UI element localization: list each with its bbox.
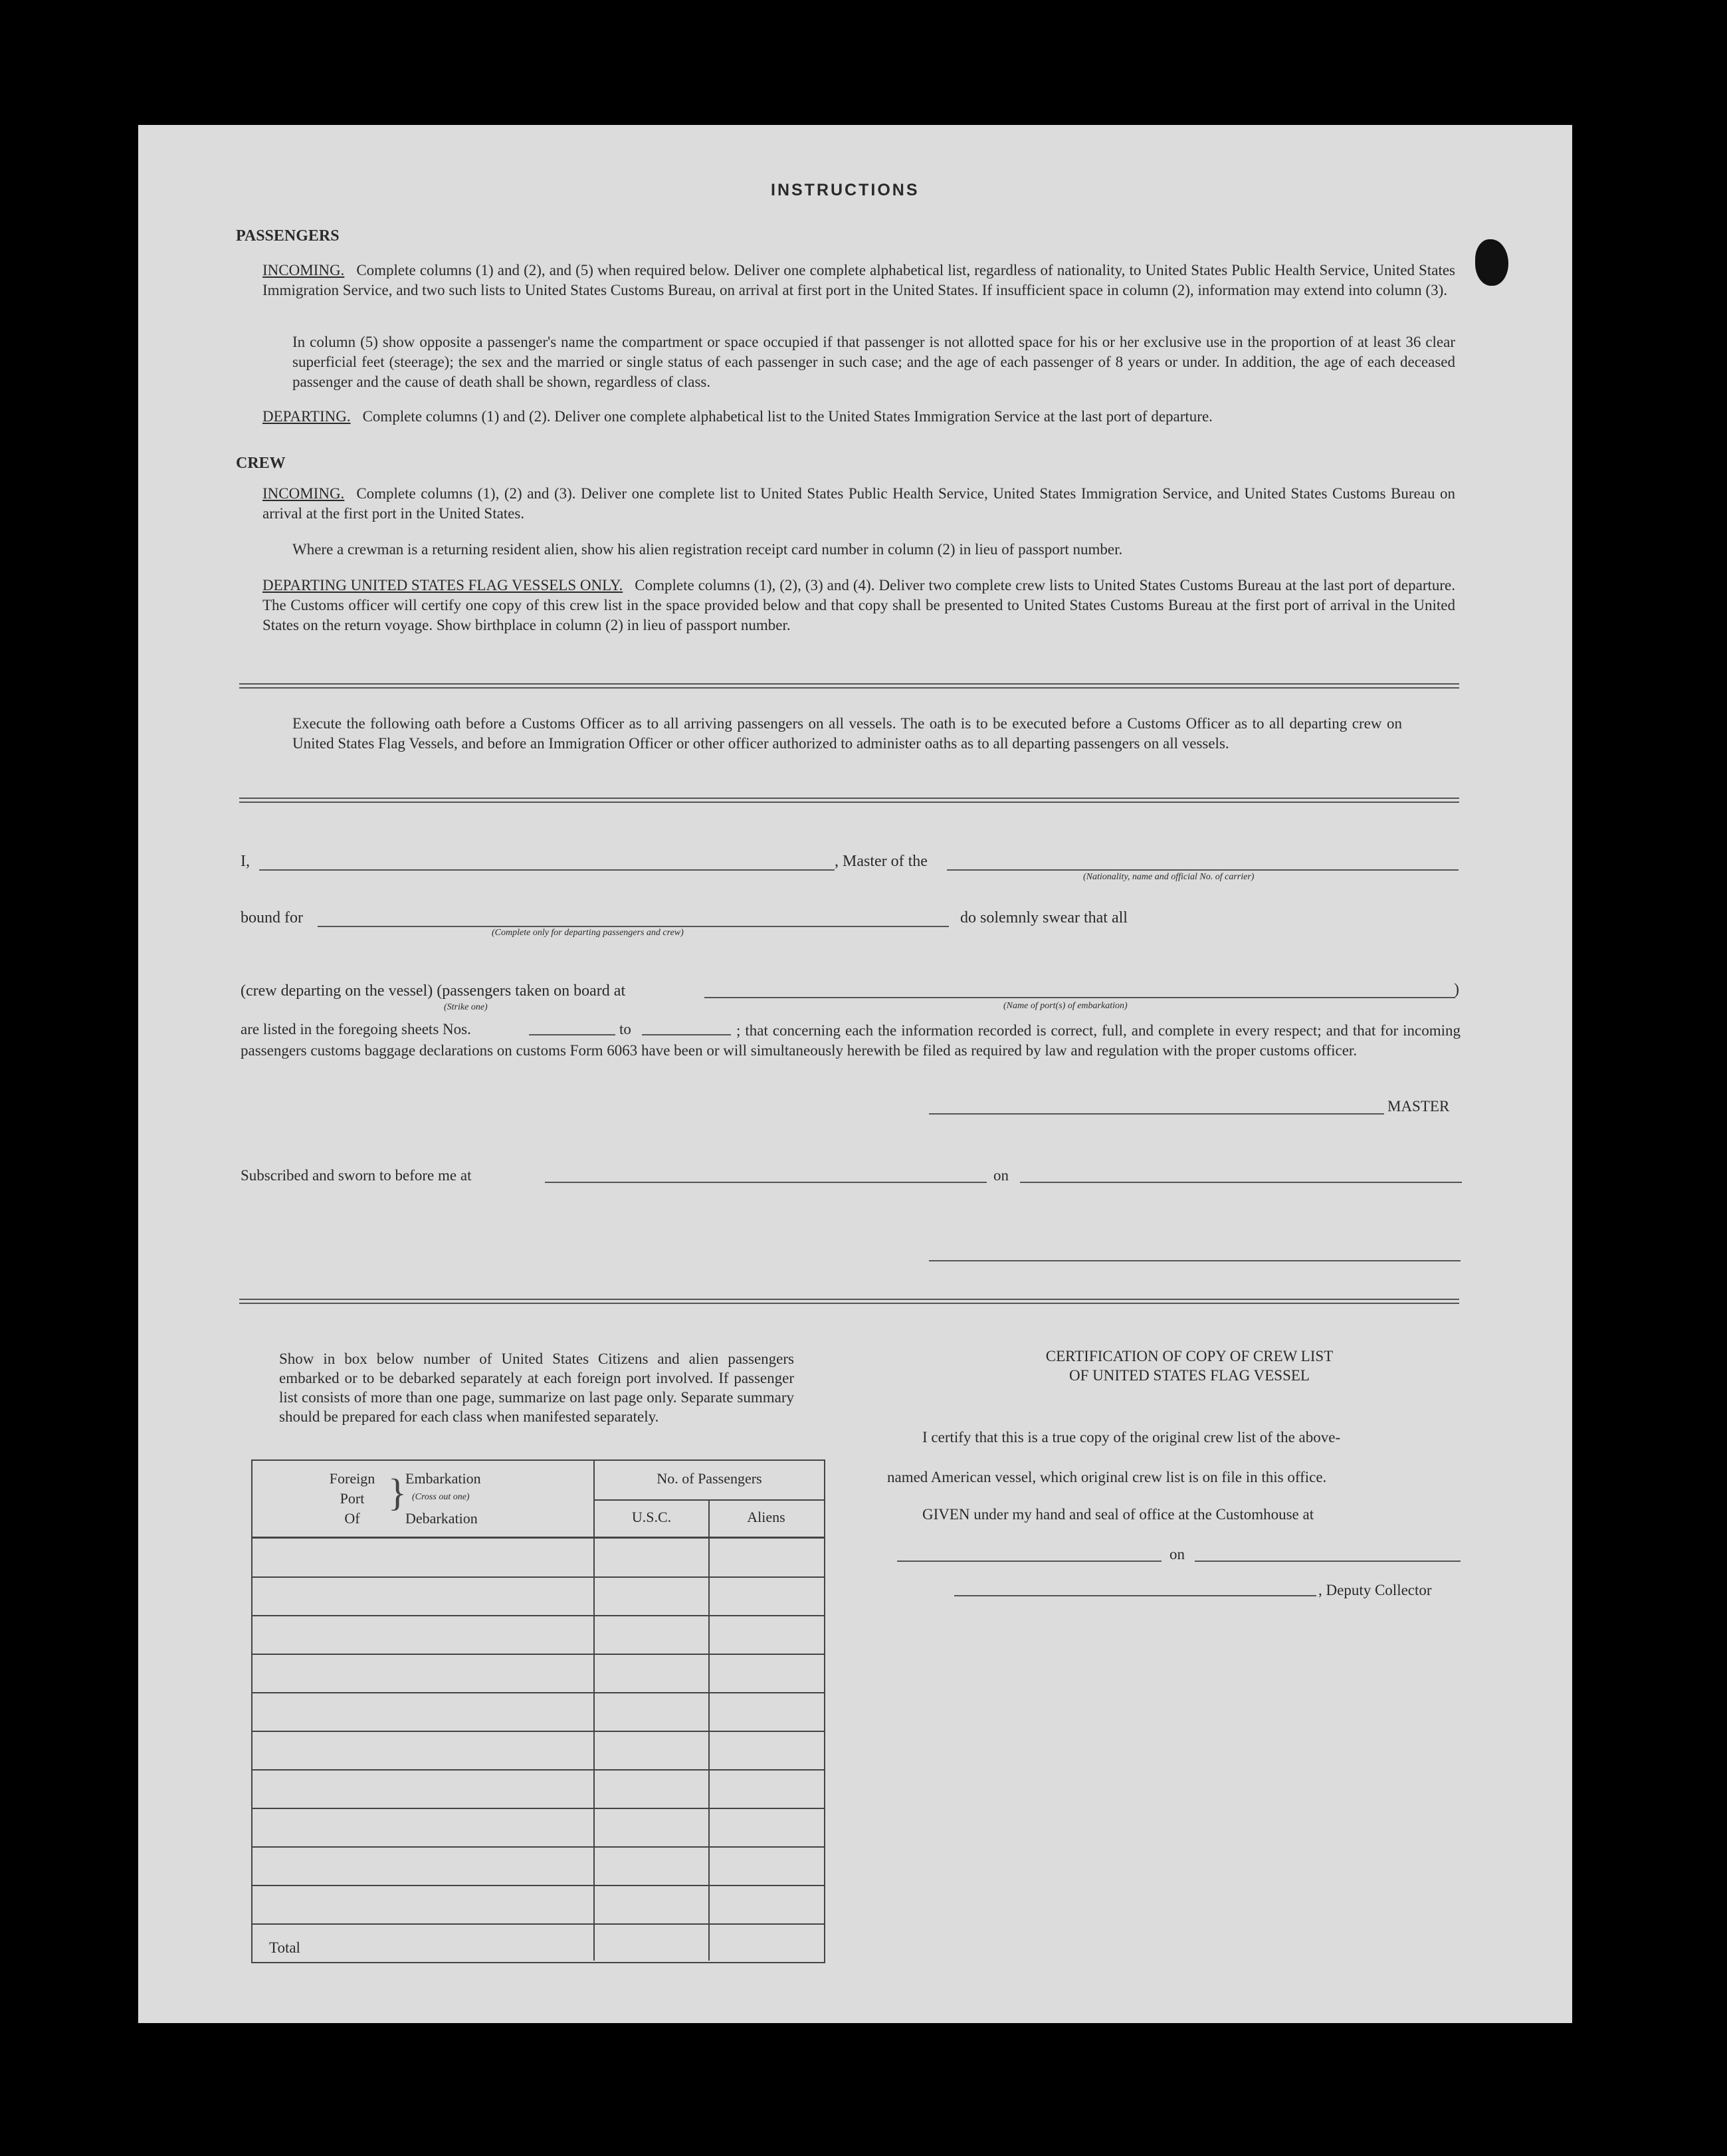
crew-departing-paragraph: [262, 576, 1455, 635]
page-title: INSTRUCTIONS: [771, 181, 920, 199]
passengers-incoming-text: Complete columns (1) and (2), and (5) when required below. Deliver one complete alphabetical list, regardless of nationality, to United States Public Health Service, United States Immigration Service, and two such lists to United States Customs Bureau, on arrival at first port in the United States. If insufficient space in column (2), information may extend into column (3).: [262, 262, 1455, 298]
table-divider: [595, 1499, 824, 1501]
strike-one-caption: (Strike one): [444, 1002, 488, 1012]
cert-line2: named American vessel, which original crew list is on file in this office.: [887, 1469, 1327, 1485]
section-divider: [239, 1299, 1459, 1304]
table-row: [253, 1808, 824, 1809]
table-row: [253, 1692, 824, 1693]
cert-line1: I certify that this is a true copy of the original crew list of the above-: [922, 1429, 1341, 1446]
close-paren: ): [1454, 981, 1459, 998]
crew-departing-text: Complete columns (1), (2), (3) and (4). Deliver two complete crew lists to United States Customs Bureau at the last port of departure. The Customs officer will certify one copy of this crew list in the space provided below and that copy shall be presented to United States Customs Bureau at the first port of arrival in the United States on the return voyage. Show birthplace in column (2) in lieu of passport number.: [262, 577, 1455, 633]
summary-instructions: Show in box below number of United States Citizens and alien passengers embarked or to be debarked separately at each foreign port involved. If passenger list consists of more than one page, summarize on last page only. Separate summary should be prepared for each class when manifested separately.: [279, 1350, 794, 1425]
cert-on-label: on: [1169, 1546, 1185, 1563]
sworn-at-field[interactable]: [545, 1182, 987, 1183]
passengers-departing-paragraph: [262, 407, 1455, 427]
col-debarkation: Debarkation: [405, 1510, 478, 1527]
crew-incoming-text: Complete columns (1), (2) and (3). Deliver one complete list to United States Public Health Service, United States Immigration Service, and United States Customs Bureau on arrival at the first port in the United States.: [262, 485, 1455, 522]
passengers-heading: PASSENGERS: [236, 227, 340, 245]
col-no-passengers: No. of Passengers: [657, 1470, 762, 1487]
table-row: [253, 1576, 824, 1578]
passengers-departing-label: DEPARTING.: [262, 408, 351, 425]
swear-text: do solemnly swear that all: [960, 909, 1128, 926]
cert-line3: GIVEN under my hand and seal of office at the Customhouse at: [922, 1506, 1314, 1523]
oath-i-label: I,: [241, 853, 250, 870]
table-row: [253, 1731, 824, 1732]
master-of-label: , Master of the: [835, 853, 928, 870]
crew-departing-label: (crew departing on the vessel) (passengers taken on board at: [241, 982, 626, 1000]
table-row: [253, 1615, 824, 1616]
section-divider: [239, 798, 1459, 803]
col-aliens: Aliens: [747, 1509, 785, 1525]
col-foreign: Foreign: [329, 1470, 375, 1487]
cert-title-line2: OF UNITED STATES FLAG VESSEL: [1069, 1367, 1310, 1384]
table-row: [253, 1769, 824, 1771]
ink-blot: [1475, 239, 1508, 286]
listed-rest-text: ; that concerning each the information recorded is correct, full, and complete in every respect; and that for incoming passengers customs baggage declarations on customs Form 6063 have been or will simultaneously herewith be filed as required by law and regulation with the proper customs officer.: [241, 1022, 1461, 1059]
table-row: [253, 1885, 824, 1886]
cert-date-field[interactable]: [1195, 1561, 1461, 1562]
table-header-bottom: [253, 1537, 824, 1539]
col-port: Port: [340, 1490, 365, 1507]
master-signature-field[interactable]: [929, 1113, 1384, 1115]
bound-for-caption: (Complete only for departing passengers and crew): [492, 928, 684, 938]
carrier-field[interactable]: [947, 869, 1459, 871]
passengers-incoming-label: INCOMING.: [262, 262, 345, 278]
col-usc: U.S.C.: [631, 1509, 672, 1525]
crew-resident-paragraph: Where a crewman is a returning resident alien, show his alien registration receipt card number in column (2) in lieu of passport number.: [292, 541, 1123, 558]
passengers-incoming-paragraph: [262, 261, 1455, 300]
col-of: Of: [344, 1510, 360, 1527]
master-label: MASTER: [1387, 1098, 1450, 1115]
master-name-field[interactable]: [259, 869, 835, 871]
table-divider: [708, 1499, 710, 1961]
cert-title-line1: CERTIFICATION OF COPY OF CREW LIST: [1045, 1348, 1334, 1364]
table-row: [253, 1923, 824, 1925]
crew-incoming-label: INCOMING.: [262, 485, 345, 502]
table-row: [253, 1654, 824, 1655]
carrier-caption: (Nationality, name and official No. of carrier): [1083, 872, 1255, 882]
crew-departing-label: DEPARTING UNITED STATES FLAG VESSELS ONLY.: [262, 577, 623, 593]
sworn-date-field[interactable]: [1020, 1182, 1462, 1183]
embarkation-ports-field[interactable]: [704, 997, 1455, 998]
oath-intro: Execute the following oath before a Customs Officer as to all arriving passengers on all vessels. The oath is to be executed before a Customs Officer as to all departing crew on United States Flag Vessels, and before an Immigration Officer or other officer authorized to administer oaths as to all departing passengers on all vessels.: [292, 715, 1402, 752]
customhouse-field[interactable]: [897, 1561, 1162, 1562]
officer-signature-field[interactable]: [929, 1260, 1461, 1261]
bound-for-label: bound for: [241, 909, 303, 926]
passengers-departing-text: Complete columns (1) and (2). Deliver one complete alphabetical list to the United States Immigration Service at the last port of departure.: [362, 408, 1213, 425]
ports-caption: (Name of port(s) of embarkation): [1003, 1001, 1128, 1011]
deputy-signature-field[interactable]: [954, 1595, 1316, 1596]
col-embarkation: Embarkation: [405, 1470, 481, 1487]
crew-heading: CREW: [236, 455, 286, 472]
crew-incoming-paragraph: [262, 484, 1455, 524]
brace-glyph: }: [388, 1471, 407, 1514]
deputy-collector-label: , Deputy Collector: [1318, 1582, 1432, 1598]
subscribed-label: Subscribed and sworn to before me at: [241, 1167, 472, 1184]
bound-for-field[interactable]: [318, 926, 949, 927]
table-row: [253, 1846, 824, 1848]
section-divider: [239, 683, 1459, 689]
total-label: Total: [269, 1939, 300, 1956]
listed-to-label: to: [619, 1021, 631, 1037]
sworn-on-label: on: [993, 1167, 1009, 1184]
listed-label: are listed in the foregoing sheets Nos.: [241, 1021, 471, 1037]
passengers-column5-paragraph: In column (5) show opposite a passenger's name the compartment or space occupied if that passenger is not allotted space for his or her exclusive use in the proportion of at least 36 clear superficial feet (steerage); the sex and the married or single status of each passenger in such case; and the age of each passenger of 8 years or under. In addition, the age of each deceased passenger and the cause of death shall be shown, regardless of class.: [292, 334, 1455, 390]
col-cross-out: (Cross out one): [412, 1492, 470, 1502]
passenger-summary-table: [251, 1459, 825, 1963]
